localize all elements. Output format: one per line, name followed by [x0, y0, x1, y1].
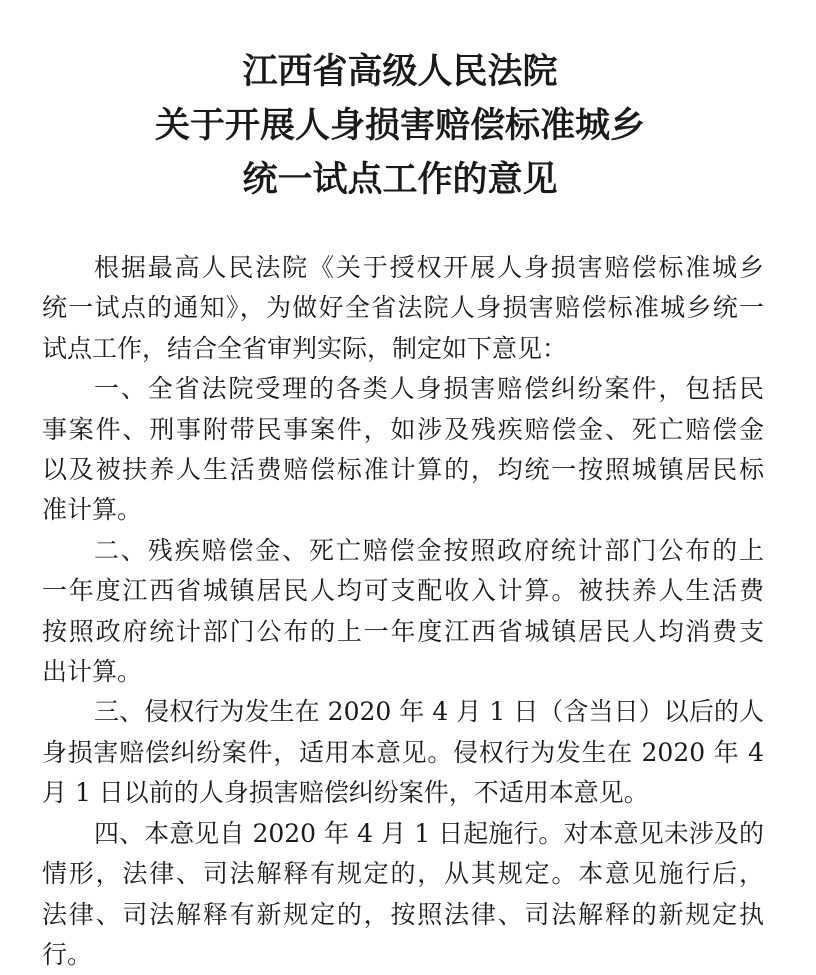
paragraph-line: 事案件、刑事附带民事案件，如涉及残疾赔偿金、死亡赔偿金 — [42, 414, 764, 444]
paragraph-line: 二、残疾赔偿金、死亡赔偿金按照政府统计部门公布的上 — [94, 535, 764, 565]
paragraph-line: 月 1 日以前的人身损害赔偿纠纷案件，不适用本意见。 — [42, 778, 649, 808]
paragraph-article-3 — [42, 692, 764, 813]
paragraph-line: 身损害赔偿纠纷案件，适用本意见。侵权行为发生在 2020 年 4 — [42, 737, 764, 767]
paragraph-preamble — [42, 248, 764, 369]
paragraph-line: 准计算。 — [42, 495, 143, 525]
title-line-3: 统一试点工作的意见 — [242, 159, 558, 200]
paragraph-line: 统一试点的通知》，为做好全省法院人身损害赔偿标准城乡统一 — [42, 293, 764, 323]
paragraph-line: 试点工作，结合全省审判实际，制定如下意见： — [42, 333, 568, 363]
paragraph-article-2 — [42, 531, 764, 693]
paragraph-article-1 — [42, 369, 764, 531]
paragraph-line: 根据最高人民法院《关于授权开展人身损害赔偿标准城乡 — [94, 253, 764, 282]
paragraph-article-4 — [42, 814, 764, 975]
paragraph-line: 以及被扶养人生活费赔偿标准计算的，均统一按照城镇居民标 — [42, 455, 764, 485]
title-line-2: 关于开展人身损害赔偿标准城乡 — [154, 105, 645, 146]
paragraph-line: 出计算。 — [42, 657, 143, 687]
paragraph-line: 三、侵权行为发生在 2020 年 4 月 1 日（含当日）以后的人 — [94, 697, 764, 727]
paragraph-line: 情形，法律、司法解释有规定的，从其规定。本意见施行后， — [42, 859, 764, 889]
paragraph-line: 行。 — [42, 939, 93, 969]
paragraph-line: 一年度江西省城镇居民人均可支配收入计算。被扶养人生活费 — [42, 576, 764, 606]
paragraph-line: 法律、司法解释有新规定的，按照法律、司法解释的新规定执 — [42, 899, 764, 929]
document-body — [42, 248, 764, 975]
paragraph-line: 一、全省法院受理的各类人身损害赔偿纠纷案件，包括民 — [94, 374, 764, 404]
paragraph-line: 四、本意见自 2020 年 4 月 1 日起施行。对本意见未涉及的 — [94, 818, 764, 848]
paragraph-line: 按照政府统计部门公布的上一年度江西省城镇居民人均消费支 — [42, 616, 764, 646]
title-line-1: 江西省高级人民法院 — [242, 51, 558, 92]
document-title — [0, 45, 800, 207]
